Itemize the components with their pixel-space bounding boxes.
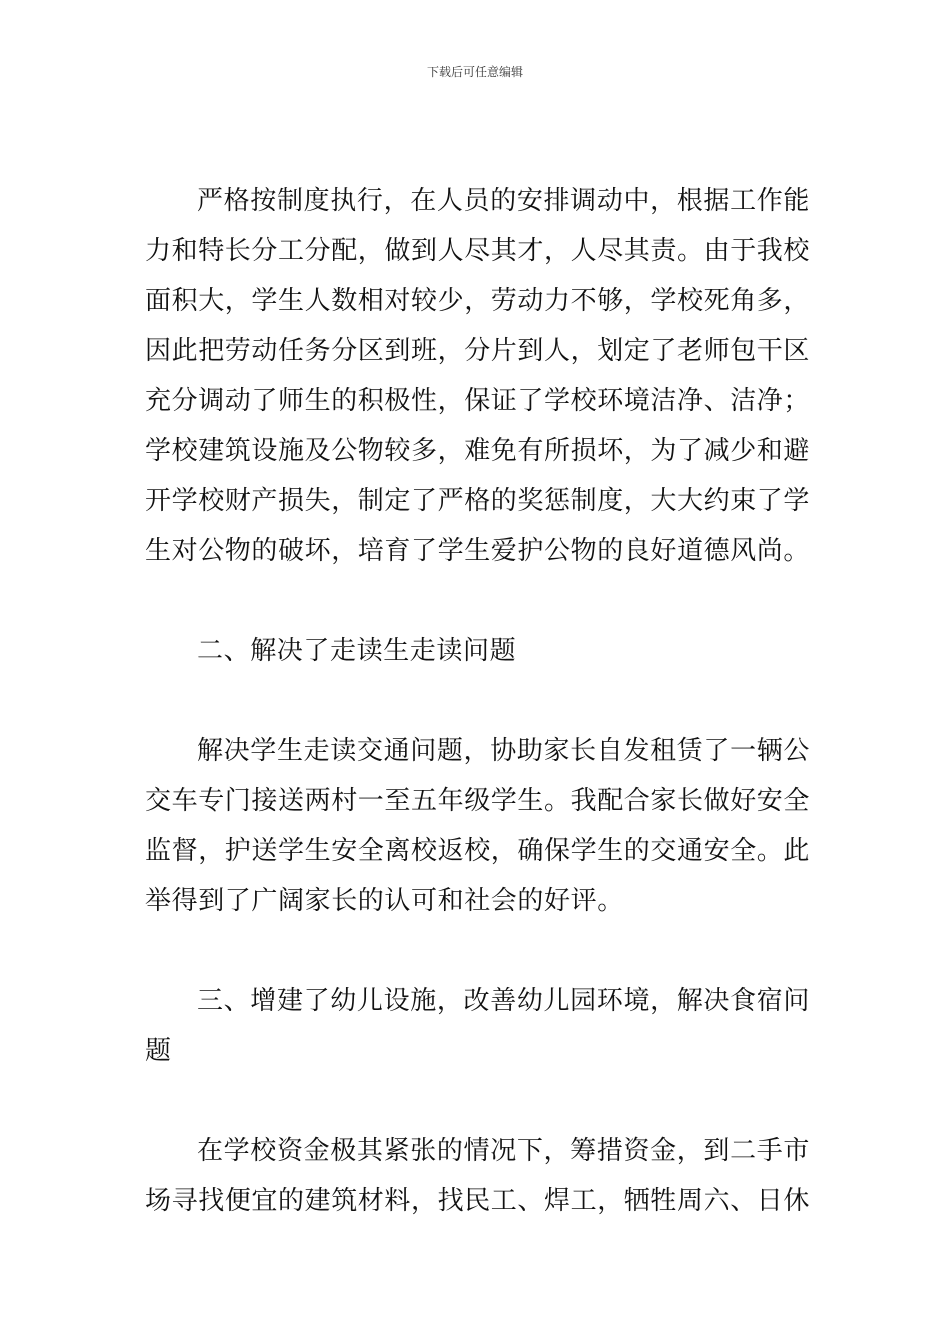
paragraph-spacer xyxy=(145,676,810,726)
paragraph-spacer xyxy=(145,1076,810,1126)
section-heading-commuting: 二、解决了走读生走读问题 xyxy=(197,636,517,666)
section-heading-kindergarten: 三、增建了幼儿设施，改善幼儿园环境，解决食宿问题 xyxy=(145,986,810,1066)
page-header: 下载后可任意编辑 xyxy=(426,65,523,79)
document-body xyxy=(145,176,810,1226)
paragraph-commuting: 解决学生走读交通问题，协助家长自发租赁了一辆公交车专门接送两村一至五年级学生。我配合家长做好安全监督，护送学生安全离校返校，确保学生的交通安全。此举得到了广阔家长的认可和社会的好评。 xyxy=(145,736,811,916)
paragraph-spacer xyxy=(145,926,810,976)
paragraph-spacer xyxy=(145,576,810,626)
paragraph-kindergarten: 在学校资金极其紧张的情况下，筹措资金，到二手市场寻找便宜的建筑材料，找民工、焊工，牺牲周六、日休 xyxy=(145,1136,811,1216)
paragraph-school-management: 严格按制度执行，在人员的安排调动中，根据工作能力和特长分工分配，做到人尽其才，人尽其责。由于我校面积大，学生人数相对较少，劳动力不够，学校死角多，因此把劳动任务分区到班，分片到人，划定了老师包干区充分调动了师生的积极性，保证了学校环境洁净、洁净；学校建筑设施及公物较多，难免有所损坏，为了减少和避开学校财产损失，制定了严格的奖惩制度，大大约束了学生对公物的破坏，培育了学生爱护公物的良好道德风尚。 xyxy=(145,186,811,566)
